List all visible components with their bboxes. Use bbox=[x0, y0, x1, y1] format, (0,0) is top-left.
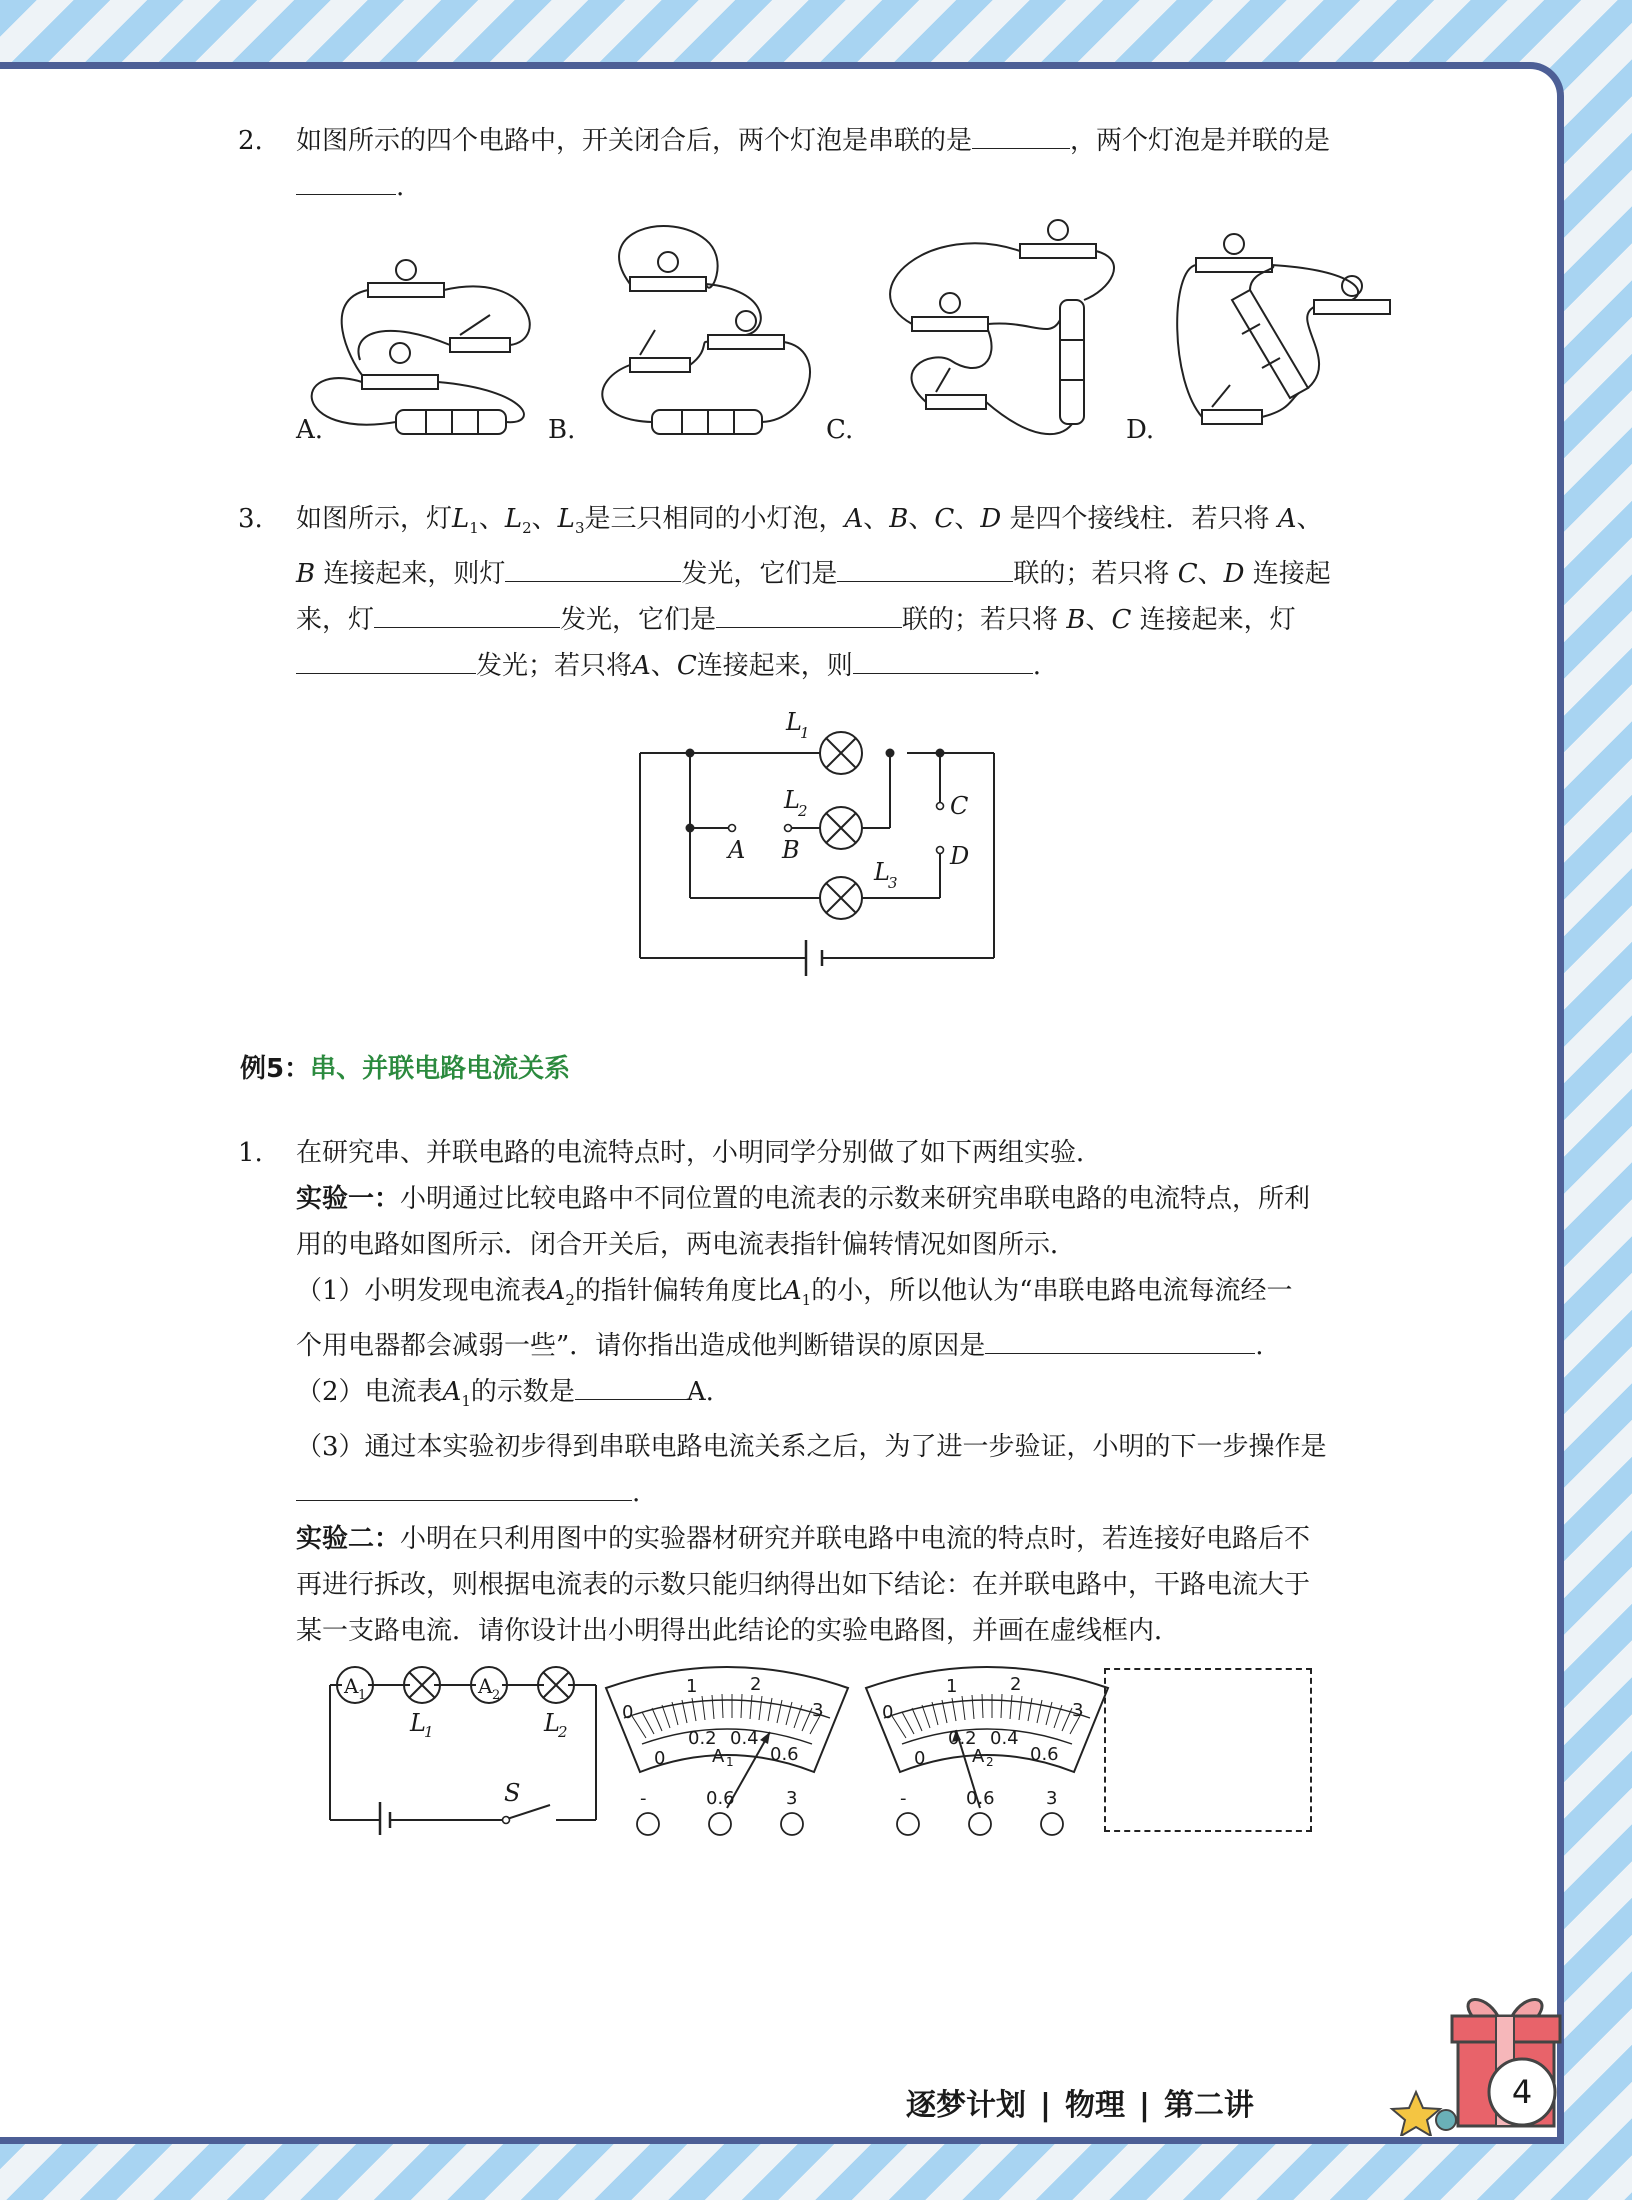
meter1-top-1: 1 bbox=[686, 1676, 698, 1697]
q3-schematic bbox=[620, 700, 1020, 990]
meter1-top-3: 3 bbox=[812, 1700, 824, 1721]
circuit-label-l1-sub: 1 bbox=[424, 1723, 434, 1741]
meter2-term-neg: - bbox=[900, 1788, 907, 1809]
meter1-name: A bbox=[712, 1746, 725, 1767]
meter2-term-06: 0.6 bbox=[966, 1788, 995, 1809]
meter1-top-2: 2 bbox=[750, 1674, 762, 1695]
ammeter-a1-dial bbox=[602, 1660, 852, 1840]
q3-terminal-a: A bbox=[728, 836, 746, 864]
q5-1-blank-reason[interactable] bbox=[985, 1327, 1255, 1354]
meter2-terminal-06[interactable] bbox=[969, 1813, 991, 1835]
circuit-label-l2-sub: 2 bbox=[558, 1723, 568, 1741]
q3-blank-4[interactable] bbox=[716, 601, 902, 628]
q2-blank-parallel[interactable] bbox=[296, 168, 396, 195]
meter2-name: A bbox=[972, 1746, 985, 1767]
series-circuit-diagram bbox=[320, 1655, 610, 1835]
q3-blank-5[interactable] bbox=[296, 647, 476, 674]
q3-number: 3. bbox=[238, 504, 263, 534]
example-5-title: 串、并联电路电流关系 bbox=[310, 1054, 571, 1084]
q3-label-l2-sub: 2 bbox=[798, 802, 808, 820]
meter2-bottom-1: 0.2 bbox=[948, 1728, 977, 1749]
meter1-term-3: 3 bbox=[786, 1788, 798, 1809]
q5-1-blank-reading[interactable] bbox=[575, 1373, 687, 1400]
meter1-terminal-06[interactable] bbox=[709, 1813, 731, 1835]
q3-label-l2: L bbox=[784, 786, 800, 814]
q2-option-a: A. bbox=[296, 415, 324, 445]
q2-blank-series[interactable] bbox=[972, 122, 1070, 149]
q3-label-l3-sub: 3 bbox=[888, 874, 898, 892]
page-number: 4 bbox=[1511, 2073, 1533, 2111]
meter1-term-neg: - bbox=[640, 1788, 647, 1809]
circuit-ammeter-a1: A bbox=[344, 1674, 359, 1698]
q3-blank-6[interactable] bbox=[853, 647, 1033, 674]
meter1-terminal-neg[interactable] bbox=[637, 1813, 659, 1835]
circuit-label-l2: L bbox=[544, 1709, 560, 1737]
answer-drawing-box[interactable] bbox=[1104, 1668, 1312, 1832]
q2-text: 如图所示的四个电路中，开关闭合后，两个灯泡是串联的是 ，两个灯泡是并联的是 . bbox=[296, 118, 1396, 210]
meter2-term-3: 3 bbox=[1046, 1788, 1058, 1809]
meter1-name-sub: 1 bbox=[726, 1755, 734, 1769]
q3-terminal-c: C bbox=[950, 792, 969, 820]
example-5-label: 例5： bbox=[240, 1054, 311, 1084]
meter2-top-2: 2 bbox=[1010, 1674, 1022, 1695]
q5-1-blank-next-step[interactable] bbox=[296, 1474, 632, 1501]
q3-text: 如图所示，灯$L_1$、$L_2$、$L_3$是三只相同的小灯泡，A、B、C、D 是四个接线柱．若只将 A、 B 连接起来，则灯 发光，它们是 联的；若只将 C、D 连接起 来，灯 发光，它们是 联的；若只将 B、C 连接起来，灯 发光；若只将A、C连接起来，则 . bbox=[296, 504, 1331, 682]
q3-blank-3[interactable] bbox=[374, 601, 560, 628]
meter2-top-3: 3 bbox=[1072, 1700, 1084, 1721]
circuit-label-switch: S bbox=[504, 1779, 521, 1807]
meter2-terminal-neg[interactable] bbox=[897, 1813, 919, 1835]
meter1-bottom-2: 0.4 bbox=[730, 1728, 759, 1749]
q2-option-b: B. bbox=[548, 415, 576, 445]
meter2-name-sub: 2 bbox=[986, 1755, 994, 1769]
meter2-bottom-3: 0.6 bbox=[1030, 1744, 1059, 1765]
q3-label-l1: L bbox=[786, 708, 802, 736]
meter1-bottom-3: 0.6 bbox=[770, 1744, 799, 1765]
q2-option-d: D. bbox=[1126, 415, 1155, 445]
meter1-terminal-3[interactable] bbox=[781, 1813, 803, 1835]
q2-option-c: C. bbox=[826, 415, 854, 445]
q3-label-l1-sub: 1 bbox=[800, 724, 810, 742]
meter2-top-1: 1 bbox=[946, 1676, 958, 1697]
ammeter-a2-dial bbox=[862, 1660, 1112, 1840]
q3-terminal-d: D bbox=[950, 842, 970, 870]
q3-blank-1[interactable] bbox=[505, 555, 681, 582]
meter2-terminal-3[interactable] bbox=[1041, 1813, 1063, 1835]
circuit-ammeter-a1-sub: 1 bbox=[358, 1688, 367, 1703]
meter2-bottom-2: 0.4 bbox=[990, 1728, 1019, 1749]
circuit-ammeter-a2: A bbox=[478, 1674, 493, 1698]
q2-number: 2. bbox=[238, 126, 263, 156]
q3-label-l3: L bbox=[874, 858, 890, 886]
meter1-bottom-0: 0 bbox=[654, 1748, 666, 1769]
meter2-top-0: 0 bbox=[882, 1702, 894, 1723]
q5-1-text: 在研究串、并联电路的电流特点时，小明同学分别做了如下两组实验． 实验一：小明通过比较电路中不同位置的电流表的示数来研究串联电路的电流特点，所利 用的电路如图所示．闭合开关后，两电流表指针偏转情况如图所示． （1）小明发现电流表$A_2$的指针偏转角度比$A_1$的小，所以他认为“串联电路电流每流经一 个用电器都会减弱一些”．请你指出造成他判断错误的原因是 . （2）电流表$A_1$的示数是 A. （3）通过本实验初步得到串联电路电流关系之后，为了进一步验证，小明的下一步操作是 . 实验二：小明在只利用图中的实验器材研究并联电路中电流的特点时，若连接好电路后不 再进行拆改，则根据电流表的示数只能归纳得出如下结论：在并联电路中，干路电流大于 某一支路电流．请你设计出小明得出此结论的实验电路图，并画在虚线框内． bbox=[296, 1138, 1327, 1647]
meter1-bottom-1: 0.2 bbox=[688, 1728, 717, 1749]
circuit-ammeter-a2-sub: 2 bbox=[492, 1688, 501, 1703]
q2-circuits-figure bbox=[290, 210, 1410, 460]
q5-1-number: 1. bbox=[238, 1138, 263, 1168]
meter2-bottom-0: 0 bbox=[914, 1748, 926, 1769]
q3-blank-2[interactable] bbox=[837, 555, 1013, 582]
q3-terminal-b: B bbox=[782, 836, 800, 864]
circuit-label-l1: L bbox=[410, 1709, 426, 1737]
example-5-heading bbox=[240, 1048, 570, 1085]
meter1-term-06: 0.6 bbox=[706, 1788, 735, 1809]
footer-title: 逐梦计划 | 物理 | 第二讲 bbox=[906, 2088, 1254, 2123]
meter1-top-0: 0 bbox=[622, 1702, 634, 1723]
